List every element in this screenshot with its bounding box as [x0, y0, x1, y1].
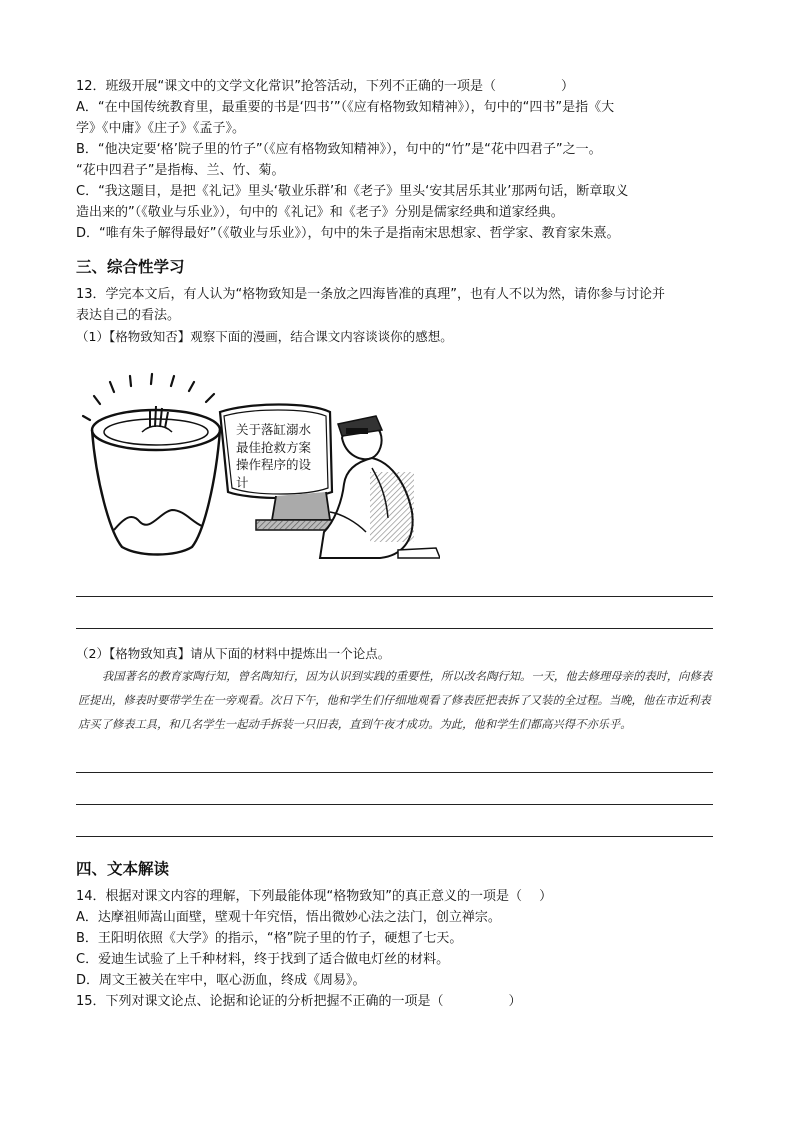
q14-option-a: A．达摩祖师嵩山面壁，壁观十年究悟，悟出微妙心法之法门，创立禅宗。	[76, 910, 501, 925]
answer-line	[76, 804, 713, 805]
q12-option-a-line2: 学》《中庸》《庄子》《孟子》。	[76, 121, 246, 136]
answer-line	[76, 836, 713, 837]
q15-stem: 15．下列对课文论点、论据和论证的分析把握不正确的一项是（ ）	[76, 994, 522, 1009]
q12-option-c-line1: C．“我这题目，是把《礼记》里头‘敬业乐群’和《老子》里头‘安其居乐其业’那两句话，断章取义	[76, 184, 629, 199]
section-4-heading: 四、文本解读	[76, 860, 170, 878]
answer-line	[76, 596, 713, 597]
q12-stem: 12．班级开展“课文中的文学文化常识”抢答活动，下列不正确的一项是（ ）	[76, 79, 575, 94]
section-3-heading: 三、综合性学习	[76, 258, 185, 276]
scholar-figure	[320, 416, 440, 558]
q13-part1: （1）【格物致知否】观察下面的漫画，结合课文内容谈谈你的感想。	[76, 329, 453, 344]
water-vat	[92, 406, 220, 555]
q12-option-d: D．“唯有朱子解得最好”（《敬业与乐业》），句中的朱子是指南宋思想家、哲学家、教育家朱熹。	[76, 226, 620, 241]
answer-line	[76, 628, 713, 629]
q13-part2: （2）【格物致知真】请从下面的材料中提炼出一个论点。	[76, 646, 391, 661]
answer-line	[76, 772, 713, 773]
q13-stem-line1: 13．学完本文后，有人认为“格物致知是一条放之四海皆准的真理”，也有人不以为然，请你参与讨论并	[76, 287, 666, 302]
q14-stem: 14．根据对课文内容的理解，下列最能体现“格物致知”的真正意义的一项是（ ）	[76, 889, 553, 904]
material-passage	[78, 665, 718, 737]
q12-option-a-line1: A．“在中国传统教育里，最重要的书是‘四书’”（《应有格物致知精神》），句中的“四书”是指《大	[76, 100, 615, 115]
q13-stem-line2: 表达自己的看法。	[76, 308, 181, 323]
material-text: 我国著名的教育家陶行知，曾名陶知行，因为认识到实践的重要性，所以改名陶行知。一天，他去修理母亲的表时，向修表匠提出，修表时要带学生在一旁观看。次日下午，他和学生们仔细地观看了修表匠把表拆了又装的全过程。当晚，他在市近利表店买了修表工具，和几名学生一起动手拆装一只旧表，直到午夜才成功。为此，他和学生们都高兴得不亦乐乎。	[78, 670, 713, 731]
q14-option-b: B．王阳明依照《大学》的指示，“格”院子里的竹子，硬想了七天。	[76, 931, 463, 946]
q12-option-b-line1: B．“他决定要‘格’院子里的竹子”（《应有格物致知精神》），句中的“竹”是“花中四君子”之一。	[76, 142, 602, 157]
q14-option-c: C．爱迪生试验了上千种材料，终于找到了适合做电灯丝的材料。	[76, 952, 450, 967]
comic-screen-text: 关于落缸溺水最佳抢救方案操作程序的设计	[236, 422, 312, 490]
q12-option-c-line2: 造出来的”（《敬业与乐业》），句中的《礼记》和《老子》分别是儒家经典和道家经典。	[76, 205, 564, 220]
q12-option-b-line2: “花中四君子”是指梅、兰、竹、菊。	[76, 163, 285, 178]
q14-option-d: D．周文王被关在牢中，呕心沥血，终成《周易》。	[76, 973, 366, 988]
